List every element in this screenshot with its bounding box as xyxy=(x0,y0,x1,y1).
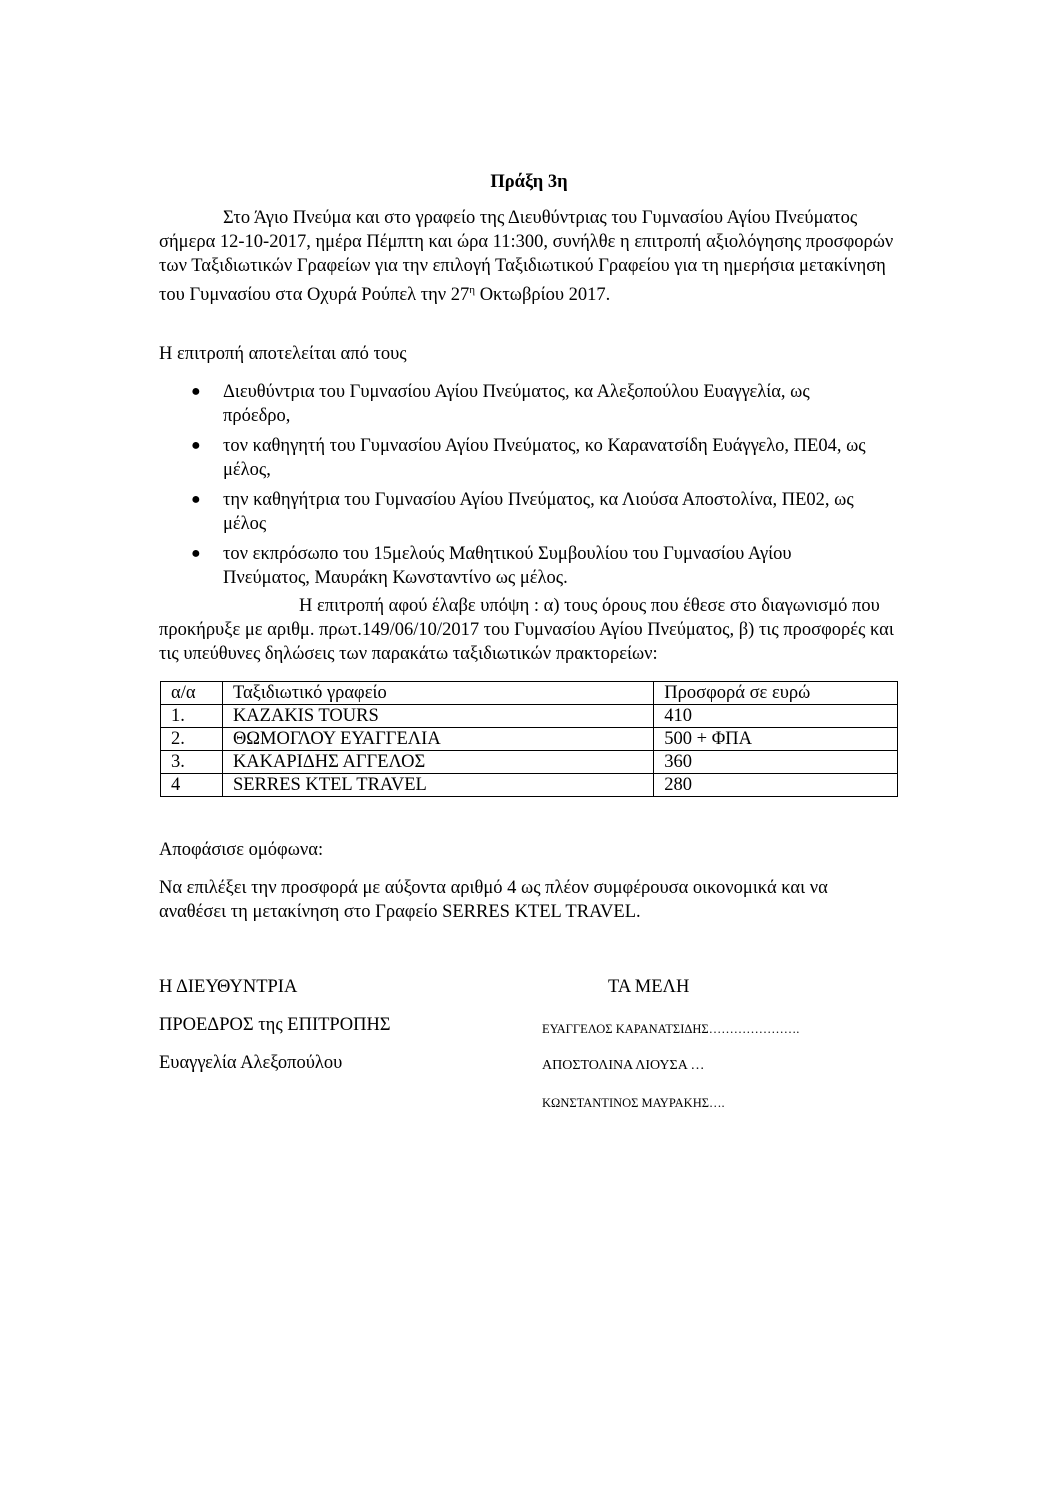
table-row xyxy=(161,751,898,774)
cell-agency: KAZAKIS TOURS xyxy=(222,705,653,728)
list-item xyxy=(159,434,879,482)
header-cell-number: α/α xyxy=(161,682,223,705)
member-text: τον εκπρόσωπο του 15μελούς Μαθητικού Συμβουλίου του Γυμνασίου Αγίου Πνεύματος, Μαυράκη Κωνσταντίνο ως μέλος. xyxy=(223,544,792,588)
table-row xyxy=(161,774,898,797)
director-name: Ευαγγελία Αλεξοπούλου xyxy=(159,1053,343,1073)
consideration-paragraph: Η επιτροπή αφού έλαβε υπόψη : α) τους όρους που έθεσε στο διαγωνισμό που προκήρυξε με αριθμ. πρωτ.149/06/10/2017 του Γυμνασίου Αγίου Πνεύματος, β) τις προσφορές και τις υπεύθυνες δηλώσεις των παρακάτω ταξιδιωτικών πρακτορείων: xyxy=(159,596,894,664)
cell-number: 3. xyxy=(161,751,223,774)
member-text: την καθηγήτρια του Γυμνασίου Αγίου Πνεύματος, κα Λιούσα Αποστολίνα, ΠΕ02, ως μέλος xyxy=(223,490,854,534)
header-cell-agency: Ταξιδιωτικό γραφείο xyxy=(222,682,653,705)
member-signature: ΕΥΑΓΓΕΛΟΣ ΚΑΡΑΝΑΤΣΙΔΗΣ…………………. xyxy=(542,1022,800,1036)
director-title: Η ΔΙΕΥΘΥΝΤΡΙΑ xyxy=(159,977,298,997)
member-text: τον καθηγητή του Γυμνασίου Αγίου Πνεύματος, κο Καρανατσίδη Ευάγγελο, ΠΕ04, ως μέλος, xyxy=(223,436,866,480)
cell-agency: ΘΩΜΟΓΛΟΥ ΕΥΑΓΓΕΛΙΑ xyxy=(222,728,653,751)
intro-text: Στο Άγιο Πνεύμα και στο γραφείο της Διευθύντριας του Γυμνασίου Αγίου Πνεύματος σήμερα 12-10-2017, ημέρα Πέμπτη και ώρα 11:300, συνήλθε η επιτροπή αξιολόγησης προσφορών των Ταξιδιωτικών Γραφείων για την επιλογή Ταξιδιωτικού Γραφείου για τη ημερήσια μετακίνηση του Γυμνασίου στα Οχυρά Ρούπελ την 27 xyxy=(159,208,894,306)
cell-offer: 360 xyxy=(654,751,898,774)
intro-superscript: η xyxy=(469,284,476,296)
list-item xyxy=(159,488,879,536)
bullet-icon: ● xyxy=(191,545,201,562)
table-header-row xyxy=(161,682,898,705)
table-row xyxy=(161,705,898,728)
members-title: ΤΑ ΜΕΛΗ xyxy=(608,977,690,997)
intro-paragraph xyxy=(159,206,899,307)
director-signature-block xyxy=(159,975,479,1089)
bullet-icon: ● xyxy=(191,437,201,454)
document-title: Πράξη 3η xyxy=(490,172,568,192)
decided-heading: Αποφάσισε ομόφωνα: xyxy=(159,840,324,860)
cell-offer: 280 xyxy=(654,774,898,797)
committee-members-list xyxy=(159,380,879,596)
table-row xyxy=(161,728,898,751)
intro-text-end: Οκτωβρίου 2017. xyxy=(475,285,611,306)
offers-table xyxy=(160,681,898,797)
decision-paragraph: Να επιλέξει την προσφορά με αύξοντα αριθμό 4 ως πλέον συμφέρουσα οικονομικά και να αναθέσει τη μετακίνηση στο Γραφείο SERRES KTEL TRAVEL. xyxy=(159,878,828,922)
cell-offer: 410 xyxy=(654,705,898,728)
cell-number: 1. xyxy=(161,705,223,728)
member-text: Διευθύντρια του Γυμνασίου Αγίου Πνεύματος, κα Αλεξοπούλου Ευαγγελία, ως πρόεδρο, xyxy=(223,382,810,426)
member-signature: ΚΩΝΣΤΑΝΤΙΝΟΣ ΜΑΥΡΑΚΗΣ…. xyxy=(542,1096,725,1110)
committee-intro: Η επιτροπή αποτελείται από τους xyxy=(159,344,407,364)
cell-offer: 500 + ΦΠΑ xyxy=(654,728,898,751)
cell-number: 4 xyxy=(161,774,223,797)
list-item xyxy=(159,542,879,590)
member-signature: ΑΠΟΣΤΟΛΙΝΑ ΛΙΟΥΣΑ … xyxy=(542,1058,705,1073)
cell-agency: ΚΑΚΑΡΙΔΗΣ ΑΓΓΕΛΟΣ xyxy=(222,751,653,774)
bullet-icon: ● xyxy=(191,491,201,508)
list-item xyxy=(159,380,879,428)
committee-president-title: ΠΡΟΕΔΡΟΣ της ΕΠΙΤΡΟΠΗΣ xyxy=(159,1015,391,1035)
cell-agency: SERRES KTEL TRAVEL xyxy=(222,774,653,797)
bullet-icon: ● xyxy=(191,383,201,400)
cell-number: 2. xyxy=(161,728,223,751)
header-cell-offer: Προσφορά σε ευρώ xyxy=(654,682,898,705)
